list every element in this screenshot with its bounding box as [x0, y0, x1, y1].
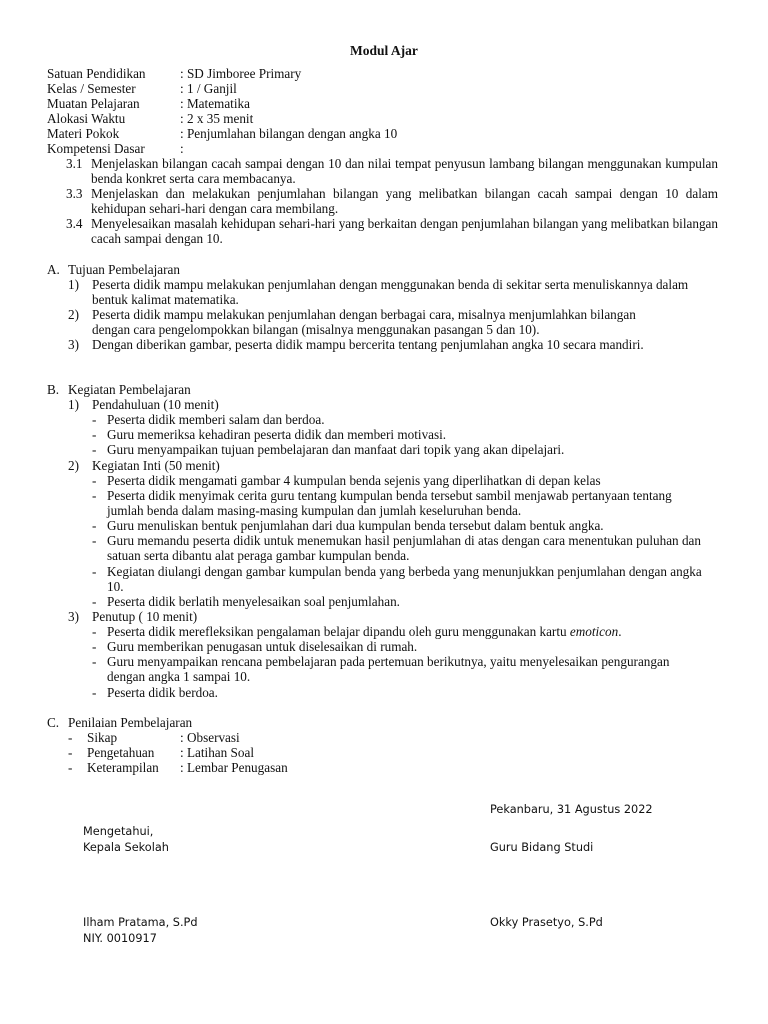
bullet-dash: - — [92, 624, 97, 639]
teacher-role: Guru Bidang Studi — [490, 841, 594, 854]
assessment-label: Sikap — [87, 730, 118, 745]
meta-value-kelas: : 1 / Ganjil — [180, 81, 237, 96]
bullet-dash: - — [92, 473, 97, 488]
section-c-heading: Penilaian Pembelajaran — [68, 715, 193, 730]
bullet-dash: - — [92, 427, 97, 442]
bullet-item-text-post: . — [618, 624, 622, 639]
kd-text: Menyelesaikan masalah kehidupan sehari-hari yang berkaitan dengan penjumlahan bilangan yang melibatkan bilangan cacah sampai dengan 10. — [91, 216, 718, 246]
bullet-item-text — [107, 624, 622, 639]
assessment-value: : Lembar Penugasan — [180, 760, 288, 775]
meta-value-kd: : — [180, 141, 184, 156]
teacher-name: Okky Prasetyo, S.Pd — [490, 916, 603, 929]
bullet-dash: - — [92, 533, 97, 548]
meta-value-alokasi: : 2 x 35 menit — [180, 111, 254, 126]
place-date: Pekanbaru, 31 Agustus 2022 — [490, 803, 653, 816]
bullet-item-text: Guru memandu peserta didik untuk menemukan hasil penjumlahan di atas dengan cara menentukan puluhan dan satuan serta dibantu alat peraga gambar kumpulan benda. — [107, 533, 701, 563]
bullet-item-text: Guru memeriksa kehadiran peserta didik dan memberi motivasi. — [107, 427, 447, 442]
bullet-item-text: Peserta didik berlatih menyelesaikan soal penjumlahan. — [107, 594, 400, 609]
meta-label-materi: Materi Pokok — [47, 126, 120, 141]
bullet-item-text-pre: Peserta didik merefleksikan pengalaman belajar dipandu oleh guru menggunakan kartu — [107, 624, 570, 639]
bullet-item-text: Peserta didik menyimak cerita guru tentang kumpulan benda tersebut sambil menjawab pertanyaan tentang jumlah benda dalam masing-masing kumpulan dan jumlah keseluruhan benda. — [107, 488, 672, 518]
list-number: 1) — [68, 277, 79, 292]
section-b-heading: Kegiatan Pembelajaran — [68, 382, 191, 397]
bullet-dash: - — [92, 518, 97, 533]
meta-value-materi: : Penjumlahan bilangan dengan angka 10 — [180, 126, 398, 141]
bullet-dash: - — [92, 639, 97, 654]
bullet-dash: - — [68, 760, 73, 775]
bullet-dash: - — [92, 654, 97, 669]
assessment-label: Pengetahuan — [87, 745, 155, 760]
subsection-number: 2) — [68, 458, 79, 473]
list-item-text: Peserta didik mampu melakukan penjumlahan dengan berbagai cara, misalnya menjumlahkan bilangan dengan cara pengelompokkan bilangan (misalnya menggunakan pasangan 5 dan 10). — [92, 307, 636, 337]
assessment-label: Keterampilan — [87, 760, 159, 775]
bullet-dash: - — [92, 594, 97, 609]
emoticon-word: emoticon — [569, 624, 619, 639]
meta-value-satuan: : SD Jimboree Primary — [180, 66, 302, 81]
bullet-dash: - — [68, 745, 73, 760]
meta-label-alokasi: Alokasi Waktu — [47, 111, 126, 126]
section-c-letter: C. — [47, 715, 60, 730]
subsection-heading-pendahuluan: Pendahuluan (10 menit) — [92, 397, 219, 412]
bullet-item-text: Guru menyampaikan tujuan pembelajaran dan manfaat dari topik yang akan dipelajari. — [107, 442, 565, 457]
subsection-number: 3) — [68, 609, 79, 624]
acknowledged-label: Mengetahui, — [83, 825, 154, 838]
bullet-dash: - — [92, 685, 97, 700]
kd-text: Menjelaskan bilangan cacah sampai dengan 10 dan nilai tempat penyusun lambang bilangan menggunakan kumpulan benda konkret serta cara membacanya. — [91, 156, 718, 186]
kd-number: 3.4 — [66, 216, 83, 231]
document-title: Modul Ajar — [350, 43, 418, 58]
bullet-item-text: Guru menyampaikan rencana pembelajaran pada pertemuan berikutnya, yaitu menyelesaikan pengurangan dengan angka 1 sampai 10. — [107, 654, 670, 684]
assessment-value: : Observasi — [180, 730, 240, 745]
bullet-item-text: Peserta didik mengamati gambar 4 kumpulan benda sejenis yang diperlihatkan di depan kelas — [107, 473, 601, 488]
kd-number: 3.1 — [66, 156, 83, 171]
section-a-heading: Tujuan Pembelajaran — [68, 262, 180, 277]
bullet-item-text: Guru memberikan penugasan untuk diselesaikan di rumah. — [107, 639, 418, 654]
assessment-value: : Latihan Soal — [180, 745, 254, 760]
meta-label-kd: Kompetensi Dasar — [47, 141, 145, 156]
bullet-item-text: Guru menuliskan bentuk penjumlahan dari dua kumpulan benda tersebut dalam bentuk angka. — [107, 518, 604, 533]
principal-id: NIY. 0010917 — [83, 932, 157, 945]
list-item-text: Dengan diberikan gambar, peserta didik mampu bercerita tentang penjumlahan angka 10 secara mandiri. — [92, 337, 644, 352]
kd-text: Menjelaskan dan melakukan penjumlahan bilangan yang melibatkan bilangan cacah sampai dengan 10 dalam kehidupan sehari-hari dengan cara membilang. — [91, 186, 718, 216]
section-a-letter: A. — [47, 262, 60, 277]
bullet-dash: - — [92, 412, 97, 427]
bullet-dash: - — [92, 442, 97, 457]
meta-label-kelas: Kelas / Semester — [47, 81, 136, 96]
subsection-number: 1) — [68, 397, 79, 412]
subsection-heading-penutup: Penutup ( 10 menit) — [92, 609, 198, 624]
bullet-dash: - — [68, 730, 73, 745]
list-item-text: Peserta didik mampu melakukan penjumlahan dengan menggunakan benda di sekitar serta menuliskannya dalam bentuk kalimat matematika. — [92, 277, 689, 307]
principal-role: Kepala Sekolah — [83, 841, 169, 854]
meta-value-muatan: : Matematika — [180, 96, 250, 111]
kd-number: 3.3 — [66, 186, 83, 201]
list-number: 3) — [68, 337, 79, 352]
bullet-item-text: Kegiatan diulangi dengan gambar kumpulan benda yang berbeda yang menunjukkan penjumlahan dengan angka 10. — [107, 564, 702, 594]
principal-name: Ilham Pratama, S.Pd — [83, 916, 198, 929]
bullet-item-text: Peserta didik berdoa. — [107, 685, 218, 700]
section-b-letter: B. — [47, 382, 60, 397]
bullet-dash: - — [92, 488, 97, 503]
meta-label-satuan: Satuan Pendidikan — [47, 66, 146, 81]
subsection-heading-inti: Kegiatan Inti (50 menit) — [92, 458, 220, 473]
bullet-item-text: Peserta didik memberi salam dan berdoa. — [107, 412, 325, 427]
meta-label-muatan: Muatan Pelajaran — [47, 96, 140, 111]
list-number: 2) — [68, 307, 79, 322]
bullet-dash: - — [92, 564, 97, 579]
